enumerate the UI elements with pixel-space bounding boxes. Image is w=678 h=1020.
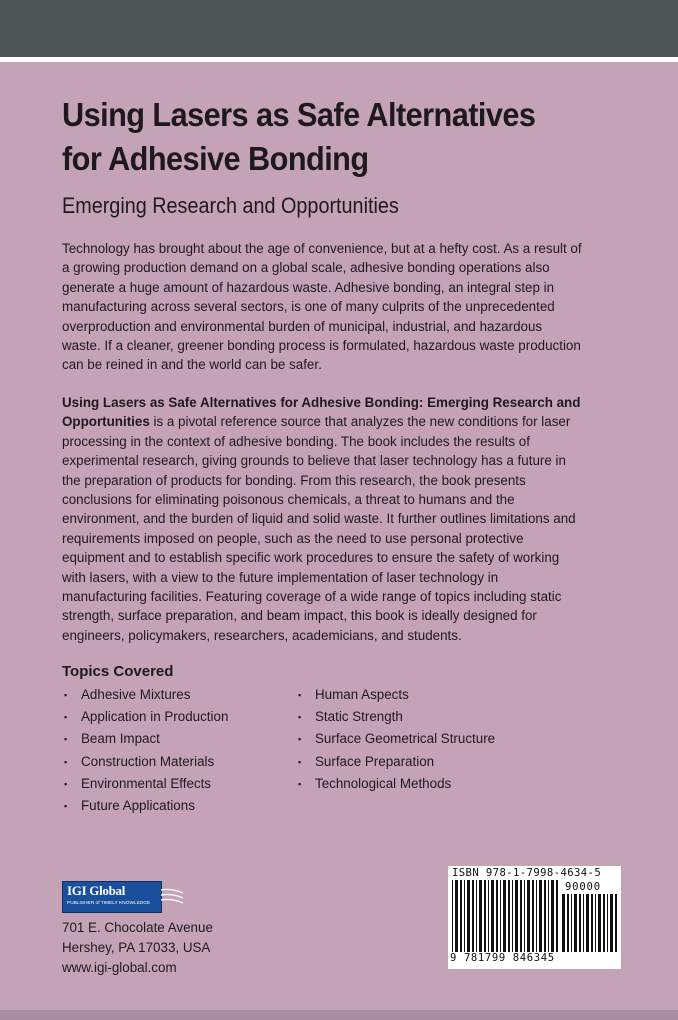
bullet-icon: ▪ — [64, 734, 68, 745]
barcode-bar — [464, 880, 465, 952]
topic-item — [62, 706, 228, 728]
top-color-band — [0, 0, 678, 57]
topic-item — [62, 773, 228, 795]
description-paragraph-1: Technology has brought about the age of convenience, but at a hefty cost. As a result of a growing production demand on a global scale, adhesive bonding operations also generate a huge amount of hazardous waste. Adhesive bonding, an integral step in manufacturing across several sectors, is one of many culprits of the unprecedented overproduction and environmental burden of municipal, industrial, and hazardous waste. If a cleaner, greener bonding process is formulated, hazardous waste production can be reined in and the world can be safer. — [62, 241, 582, 373]
topics-list-left — [62, 684, 228, 817]
barcode-bar — [583, 894, 584, 952]
topic-label: Construction Materials — [81, 753, 215, 769]
publisher-logo-box — [62, 881, 162, 913]
bullet-icon: ▪ — [64, 778, 68, 789]
topic-label: Surface Geometrical Structure — [315, 731, 496, 747]
barcode-bar — [479, 880, 482, 952]
barcode-bar — [527, 880, 530, 952]
topic-label: Static Strength — [315, 709, 403, 725]
description-bold-title: Using Lasers as Safe Alternatives for Adhesive Bonding: Emerging Research and Opportunities — [62, 395, 581, 430]
barcode-bar — [500, 880, 501, 952]
barcode-bar — [491, 880, 494, 952]
barcode-bar — [524, 880, 525, 952]
bullet-icon: ▪ — [64, 801, 68, 812]
barcode-bar — [562, 894, 565, 952]
barcode-bar — [503, 880, 506, 952]
price-addon-code: 90000 — [565, 881, 601, 893]
address-city: Hershey, PA 17033, USA — [62, 939, 211, 955]
barcode-bar — [484, 880, 486, 952]
topic-label: Technological Methods — [315, 775, 452, 791]
address-street: 701 E. Chocolate Avenue — [62, 920, 213, 935]
barcode-bar — [472, 880, 474, 952]
bullet-icon: ▪ — [64, 690, 68, 700]
barcode-bars-addon — [562, 894, 618, 952]
barcode-bar — [571, 894, 572, 952]
bullet-icon: ▪ — [298, 690, 302, 700]
topic-label: Human Aspects — [315, 687, 409, 702]
barcode-bar — [591, 894, 593, 952]
topic-label: Surface Preparation — [315, 753, 435, 769]
bullet-icon: ▪ — [64, 756, 68, 767]
barcode-bar — [539, 880, 542, 952]
barcode-bar — [556, 880, 558, 952]
isbn-barcode — [448, 866, 621, 969]
topic-item — [296, 728, 495, 750]
topic-label: Future Applications — [81, 798, 195, 814]
topic-item — [296, 706, 495, 728]
barcode-bar — [520, 880, 522, 952]
barcode-bar — [512, 880, 513, 952]
barcode-bar — [567, 894, 569, 952]
barcode-bar — [603, 894, 605, 952]
book-title-line-2: for Adhesive Bonding — [62, 140, 369, 177]
barcode-bar — [548, 880, 549, 952]
book-title-line-1: Using Lasers as Safe Alternatives — [62, 96, 536, 133]
barcode-bar — [460, 880, 462, 952]
barcode-bar — [467, 880, 470, 952]
topic-label: Beam Impact — [81, 731, 160, 747]
bullet-icon: ▪ — [298, 712, 302, 723]
top-white-rule — [0, 57, 678, 62]
barcode-bar — [595, 894, 596, 952]
barcode-bar — [488, 880, 489, 952]
barcode-bar — [452, 880, 453, 952]
barcode-digits: 9 781799 846345 — [450, 952, 555, 964]
barcode-bar — [455, 880, 458, 952]
topic-label: Environmental Effects — [81, 775, 212, 791]
publisher-address — [62, 918, 213, 977]
barcode-bar — [515, 880, 518, 952]
logo-swoosh-icon — [161, 887, 183, 907]
book-subtitle: Emerging Research and Opportunities — [62, 193, 399, 218]
topics-heading: Topics Covered — [62, 663, 174, 680]
barcode-bar — [579, 894, 581, 952]
topic-item — [296, 773, 495, 795]
publisher-website: www.igi-global.com — [62, 959, 177, 975]
publisher-logo — [62, 881, 182, 913]
description-paragraph-2-text: is a pivotal reference source that analyzes the new conditions for laser processing in the context of adhesive bonding. The book includes the results of experimental research, giving grounds to believe that laser technology has a future in the preparation of products for bonding. From this research, the book presents conclusions for eliminating poisonous chemicals, a threat to humans and the environment, and the burden of liquid and solid waste. It further outlines limitations and requirements imposed on people, such as the need to use personal protective equipment and to establish specific work procedures to ensure the safety of working with lasers, with a view to the future implementation of laser technology in manufacturing facilities. Featuring coverage of a wide range of topics including static strength, surface preparation, and beam impact, this book is ideally designed for engineers, policymakers, researchers, academicians, and students. — [62, 414, 576, 643]
bullet-icon: ▪ — [298, 756, 302, 767]
barcode-bar — [508, 880, 510, 952]
book-title — [62, 93, 601, 181]
topic-label: Adhesive Mixtures — [81, 687, 191, 702]
publisher-logo-name: IGI Global — [67, 883, 126, 898]
bullet-icon: ▪ — [298, 778, 302, 789]
barcode-bar — [615, 894, 617, 952]
barcode-bar — [496, 880, 498, 952]
barcode-bar — [574, 894, 577, 952]
barcode-bar — [607, 894, 608, 952]
topic-item — [62, 751, 228, 773]
topic-item — [62, 684, 228, 706]
barcode-bar — [551, 880, 554, 952]
barcode-bar — [536, 880, 537, 952]
barcode-bar — [544, 880, 546, 952]
topic-label: Application in Production — [81, 709, 229, 725]
bullet-icon: ▪ — [298, 734, 302, 745]
barcode-bar — [610, 894, 613, 952]
isbn-number: ISBN 978-1-7998-4634-5 — [452, 867, 602, 879]
topic-item — [62, 795, 228, 817]
barcode-bar — [476, 880, 477, 952]
barcode-bar — [586, 894, 589, 952]
barcode-bar — [532, 880, 534, 952]
description-paragraph-2 — [62, 393, 582, 645]
bottom-color-band — [0, 1010, 678, 1020]
barcode-bars-main — [452, 880, 560, 952]
publisher-logo-tagline: PUBLISHER of TIMELY KNOWLEDGE — [67, 901, 151, 906]
topic-item — [62, 728, 228, 750]
barcode-bar — [598, 894, 601, 952]
topic-item — [296, 751, 495, 773]
topic-item — [296, 684, 495, 706]
bullet-icon: ▪ — [64, 712, 68, 723]
topics-list-right — [296, 684, 495, 795]
